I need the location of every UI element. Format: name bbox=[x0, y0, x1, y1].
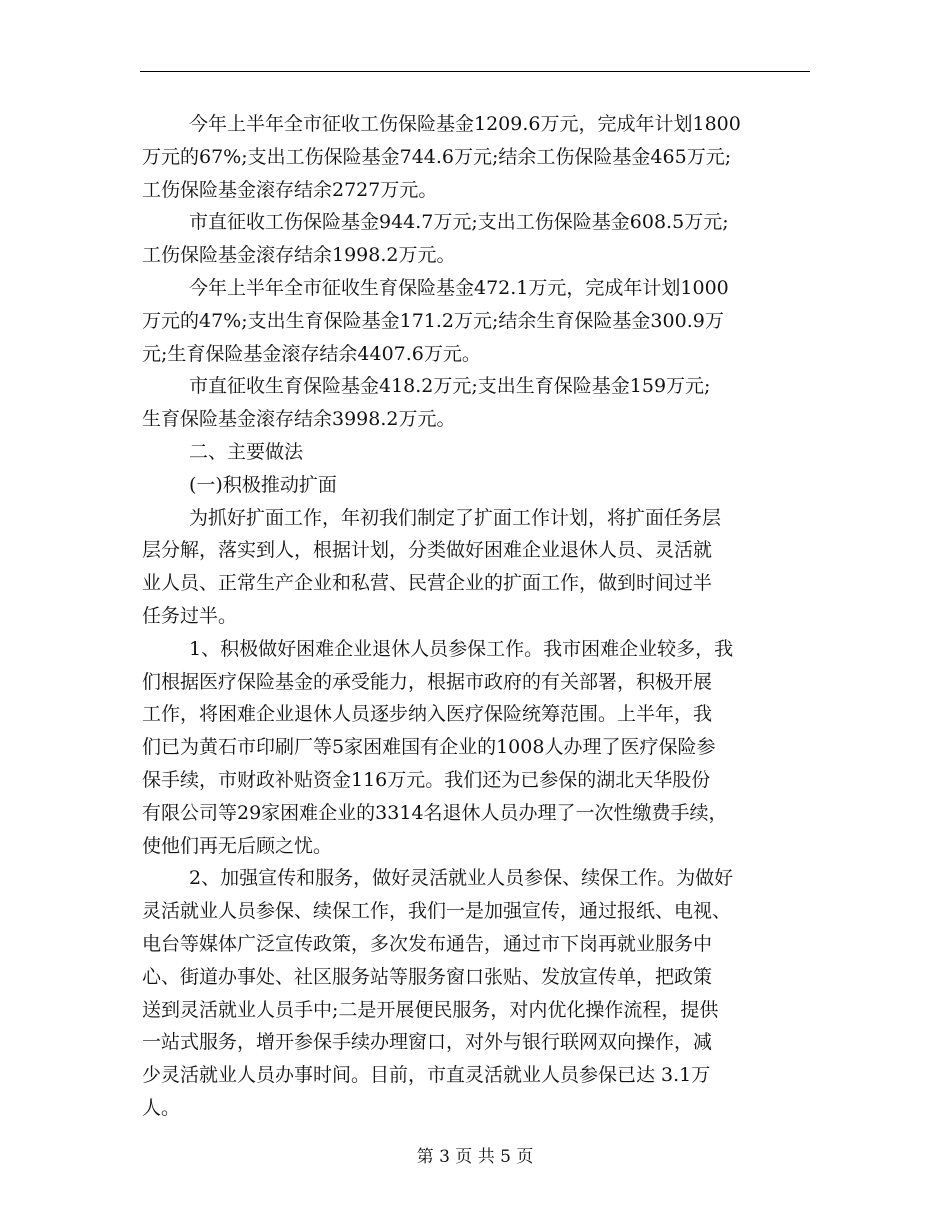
text-line: 们已为黄石市印刷厂等5家困难国有企业的1008人办理了医疗保险参 bbox=[142, 736, 716, 759]
text-line: 生育保险基金滚存结余3998.2万元。 bbox=[142, 408, 456, 431]
text-line: 万元的67%;支出工伤保险基金744.6万元;结余工伤保险基金465万元; bbox=[142, 145, 732, 168]
subsection-heading: (一)积极推动扩面 bbox=[189, 473, 337, 496]
text-line: 元;生育保险基金滚存结余4407.6万元。 bbox=[142, 342, 481, 365]
text-line: 市直征收工伤保险基金944.7万元;支出工伤保险基金608.5万元; bbox=[189, 211, 729, 234]
text-line: 有限公司等29家困难企业的3314名退休人员办理了一次性缴费手续， bbox=[142, 801, 728, 824]
text-line: 为抓好扩面工作，年初我们制定了扩面工作计划，将扩面任务层 bbox=[189, 506, 722, 529]
text-line: 送到灵活就业人员手中;二是开展便民服务，对内优化操作流程，提供 bbox=[142, 998, 719, 1021]
text-line: 今年上半年全市征收生育保险基金472.1万元，完成年计划1000 bbox=[189, 276, 729, 299]
body-text bbox=[142, 108, 810, 1125]
text-line: 层分解，落实到人，根据计划，分类做好困难企业退休人员、灵活就 bbox=[142, 539, 713, 562]
text-line: 工作，将困难企业退休人员逐步纳入医疗保险统筹范围。上半年，我 bbox=[142, 703, 713, 726]
text-line: 工伤保险基金滚存结余2727万元。 bbox=[142, 178, 438, 201]
text-line: 今年上半年全市征收工伤保险基金1209.6万元，完成年计划1800 bbox=[189, 113, 741, 135]
text-line: 心、街道办事处、社区服务站等服务窗口张贴、发放宣传单，把政策 bbox=[142, 965, 713, 988]
text-line: 万元的47%;支出生育保险基金171.2万元;结余生育保险基金300.9万 bbox=[142, 309, 724, 332]
text-line: 灵活就业人员参保、续保工作，我们一是加强宣传，通过报纸、电视、 bbox=[142, 900, 732, 923]
text-line: 任务过半。 bbox=[142, 604, 238, 627]
text-line: 电台等媒体广泛宣传政策，多次发布通告，通过市下岗再就业服务中 bbox=[142, 932, 713, 955]
text-line: 保手续，市财政补贴资金116万元。我们还为已参保的湖北天华股份 bbox=[142, 768, 711, 791]
text-line: 业人员、正常生产企业和私营、民营企业的扩面工作，做到时间过半 bbox=[142, 572, 713, 595]
text-line: 市直征收生育保险基金418.2万元;支出生育保险基金159万元; bbox=[189, 375, 711, 398]
page-number: 第 3 页 共 5 页 bbox=[416, 1147, 534, 1167]
text-line: 2、加强宣传和服务，做好灵活就业人员参保、续保工作。为做好 bbox=[189, 867, 734, 890]
text-line: 们根据医疗保险基金的承受能力，根据市政府的有关部署，积极开展 bbox=[142, 670, 713, 693]
text-line: 使他们再无后顾之忧。 bbox=[142, 834, 333, 857]
text-line: 少灵活就业人员办事时间。目前，市直灵活就业人员参保已达 3.1万 bbox=[142, 1064, 711, 1087]
text-line: 1、积极做好困难企业退休人员参保工作。我市困难企业较多，我 bbox=[189, 637, 734, 660]
header-rule bbox=[140, 71, 810, 72]
text-line: 人。 bbox=[142, 1096, 181, 1119]
text-line: 一站式服务，增开参保手续办理窗口，对外与银行联网双向操作，减 bbox=[142, 1031, 713, 1054]
section-heading: 二、主要做法 bbox=[189, 440, 304, 463]
text-line: 工伤保险基金滚存结余1998.2万元。 bbox=[142, 244, 456, 267]
